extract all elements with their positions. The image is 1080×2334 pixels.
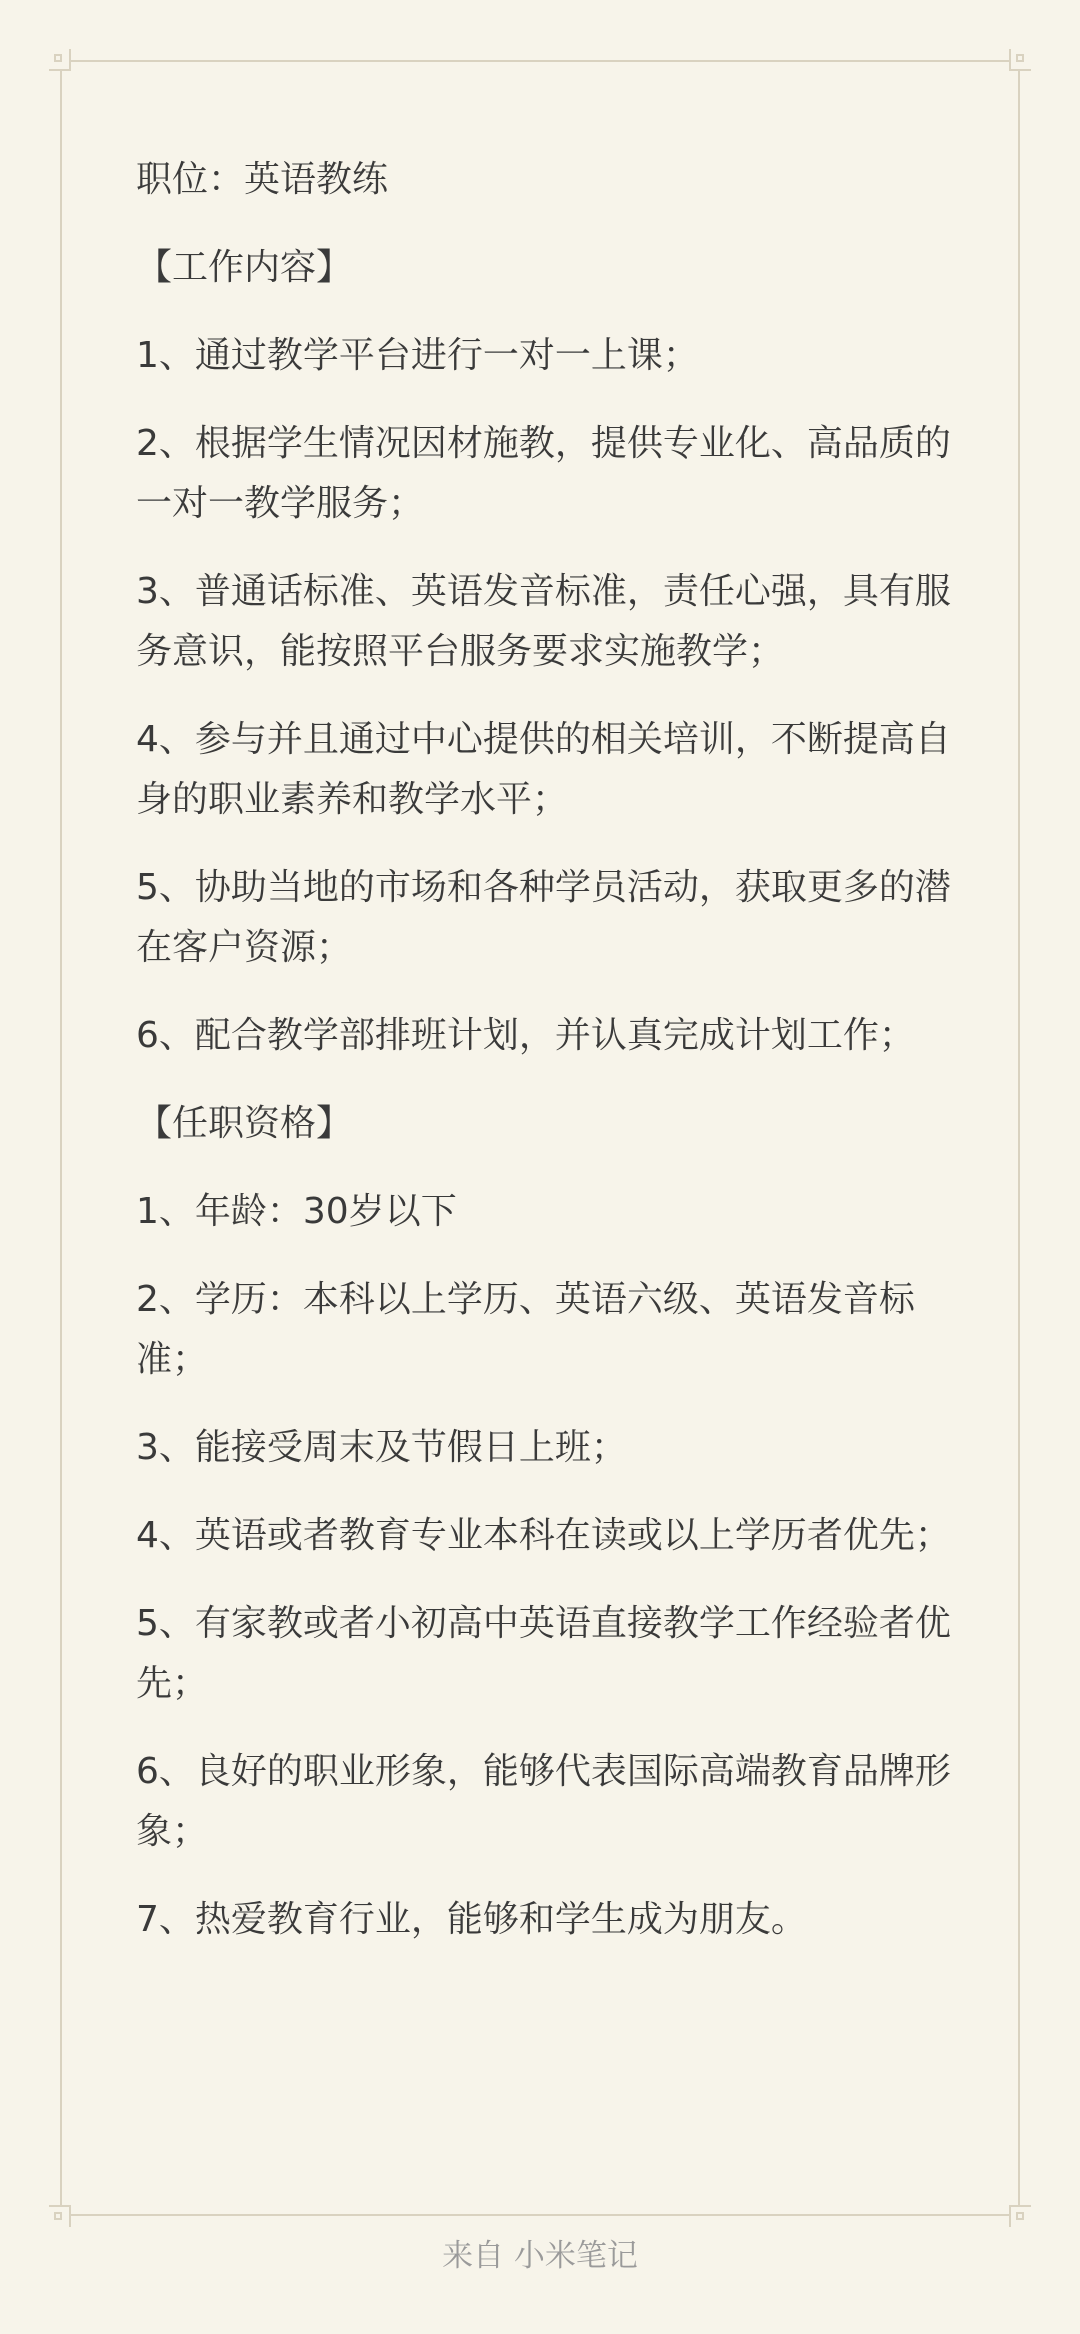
- frame-corner-ornament: [1009, 49, 1031, 71]
- duty-item: 2、根据学生情况因材施教，提供专业化、高品质的一对一教学服务；: [136, 423, 951, 524]
- duty-item: 6、配合教学部排班计划，并认真完成计划工作；: [136, 1015, 915, 1056]
- frame-corner-ornament: [49, 49, 71, 71]
- section-title-qualifications: 【任职资格】: [136, 1103, 353, 1144]
- frame-corner-ornament: [1009, 2205, 1031, 2227]
- qualification-item: 6、良好的职业形象，能够代表国际高端教育品牌形象；: [136, 1751, 951, 1852]
- frame-corner-ornament: [49, 2205, 71, 2227]
- note-body: [136, 150, 956, 1978]
- qualification-item: 5、有家教或者小初高中英语直接教学工作经验者优先；: [136, 1603, 951, 1704]
- duty-item: 4、参与并且通过中心提供的相关培训，不断提高自身的职业素养和教学水平；: [136, 719, 951, 820]
- qualification-item: 1、年龄：30岁以下: [136, 1191, 457, 1232]
- duty-item: 3、普通话标准、英语发音标准，责任心强，具有服务意识，能按照平台服务要求实施教学；: [136, 571, 951, 672]
- duty-item: 1、通过教学平台进行一对一上课；: [136, 335, 699, 376]
- duty-item: 5、协助当地的市场和各种学员活动，获取更多的潜在客户资源；: [136, 867, 951, 968]
- section-title-duties: 【工作内容】: [136, 247, 353, 288]
- qualification-item: 4、英语或者教育专业本科在读或以上学历者优先；: [136, 1515, 951, 1556]
- qualification-item: 2、学历：本科以上学历、英语六级、英语发音标准；: [136, 1279, 915, 1380]
- qualification-item: 7、热爱教育行业，能够和学生成为朋友。: [136, 1899, 807, 1940]
- source-footer: 来自 小米笔记: [442, 2238, 638, 2274]
- position-line: 职位：英语教练: [136, 159, 389, 200]
- qualification-item: 3、能接受周末及节假日上班；: [136, 1427, 627, 1468]
